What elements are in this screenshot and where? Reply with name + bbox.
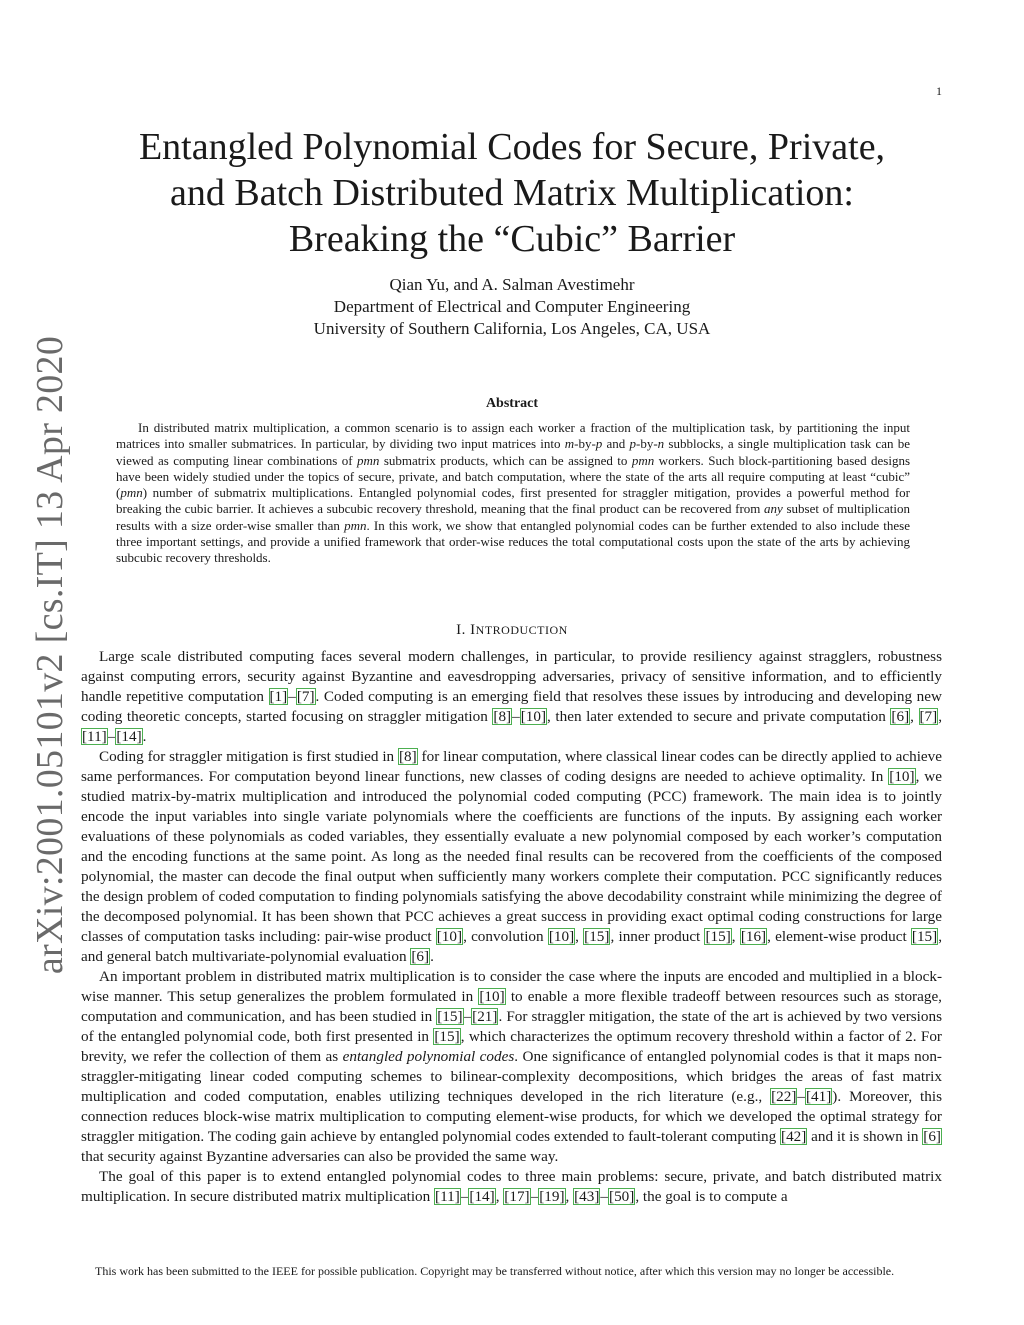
text-segment: – <box>512 708 520 725</box>
citation-link[interactable]: [42] <box>781 1128 807 1145</box>
text-segment: . <box>142 728 147 745</box>
citation-link[interactable]: [10] <box>889 768 915 785</box>
text-segment: – <box>797 1088 805 1105</box>
math-var: p <box>629 436 636 452</box>
text-segment: An important problem in distributed matrix multiplication is to consider the case where the inputs are encoded and multiplied in a block-wise manner. This setup generalizes the problem formulated in <box>81 968 942 1005</box>
text-segment: . Coded computing is an emerging field that resolves these issues by introducing and developing new coding theoretic concepts, started focusing on straggler mitigation <box>81 688 942 725</box>
citation-link[interactable]: [43] <box>574 1188 600 1205</box>
emphasis: any <box>764 501 783 517</box>
math-var: n <box>657 436 665 452</box>
text-segment: , convolution <box>463 928 548 945</box>
text-segment: , which characterizes the optimum recovery threshold within a factor of 2. For brevity, we refer the collection of them as <box>81 1028 942 1065</box>
section-numeral: I. I <box>456 622 476 638</box>
citation-link[interactable]: [41] <box>805 1088 832 1105</box>
math-var: pmn <box>357 452 380 468</box>
abstract-segment: -by- <box>636 436 658 452</box>
abstract-heading: Abstract <box>485 396 539 411</box>
text-segment: , then later extended to secure and private computation <box>547 708 891 725</box>
abstract-segment: subblocks, a single multiplication task can be viewed as computing linear combinations of <box>116 436 910 468</box>
author-names: Qian Yu, and A. Salman Avestimehr <box>389 275 635 294</box>
text-segment: ). Moreover, this connection reduces block-wise matrix multiplication to computing element-wise products, for which we developed the optimal strategy for straggler mitigation. The coding gain achieve by entangled polynomial codes extended to fault-tolerant computing <box>81 1088 942 1145</box>
text-segment: – <box>463 1008 472 1025</box>
paragraph <box>81 967 942 1167</box>
text-segment: , <box>565 1188 574 1205</box>
text-segment: for linear computation, where classical linear codes can be directly applied to achieve same performances. For computation beyond linear functions, new classes of coding designs are needed to achieve optimality. In <box>81 748 942 785</box>
emphasis: entangled polynomial codes <box>342 1048 515 1065</box>
text-segment: , inner product <box>610 928 705 945</box>
citation-link[interactable]: [50] <box>609 1188 635 1205</box>
affiliation-university: University of Southern California, Los Angeles, CA, USA <box>313 319 711 338</box>
citation-link[interactable]: [16] <box>740 928 767 945</box>
introduction-body <box>81 647 942 1207</box>
text-segment: . For straggler mitigation, the state of the art is achieved by two versions of the entangled polynomial code, both first presented in <box>81 1008 942 1045</box>
text-segment: and it is shown in <box>807 1128 923 1145</box>
text-segment: – <box>107 728 116 745</box>
text-segment: . One significance of entangled polynomial codes is that it maps non-straggler-mitigating linear coded computing schemes to bilinear-complexity decompositions, which bridges the areas of fast matrix multiplication and coded computation, enables utilizing techniques developed in the rich literature (e.g., <box>81 1048 942 1105</box>
citation-link[interactable]: [7] <box>296 688 315 705</box>
math-var: pmn <box>344 517 367 533</box>
citation-link[interactable]: [7] <box>919 708 938 725</box>
affiliation-department: Department of Electrical and Computer Engineering <box>333 297 691 316</box>
author-block <box>90 274 934 340</box>
text-segment: The goal of this paper is to extend entangled polynomial codes to three main problems: secure, private, and batch distributed matrix multiplication. In secure distributed matrix multiplication <box>81 1168 942 1205</box>
section-heading-introduction <box>90 622 934 639</box>
abstract-text <box>116 420 910 567</box>
page-number: 1 <box>936 84 942 98</box>
paragraph <box>81 1167 942 1207</box>
text-segment: – <box>530 1188 539 1205</box>
citation-link[interactable]: [15] <box>434 1028 460 1045</box>
title-line: Entangled Polynomial Codes for Secure, Private, <box>138 126 886 168</box>
citation-link[interactable]: [22] <box>771 1088 797 1105</box>
section-title-smallcaps: NTRODUCTION <box>475 623 568 637</box>
abstract-segment: submatrix products, which can be assigned to <box>379 452 632 468</box>
math-var: pmn <box>120 485 143 501</box>
title-line: and Batch Distributed Matrix Multiplication: <box>170 172 854 214</box>
paragraph <box>81 747 942 967</box>
abstract-segment: -by- <box>574 436 596 452</box>
citation-link[interactable]: [19] <box>539 1188 565 1205</box>
citation-link[interactable]: [10] <box>436 928 463 945</box>
abstract-segment: ) number of submatrix multiplications. Entangled polynomial codes, first presented for straggler mitigation, provides a powerful method for breaking the cubic barrier. It achieves a subcubic recovery threshold, meaning that the final product can be recovered from <box>116 485 910 517</box>
text-segment: Large scale distributed computing faces several modern challenges, in particular, to provide resiliency against stragglers, robustness against computing errors, security against Byzantine and eavesdropping adversaries, privacy of sensitive information, and to efficiently handle repetitive computation <box>81 648 942 705</box>
text-segment: , we studied matrix-by-matrix multiplication and introduced the polynomial coded computing (PCC) framework. The main idea is to jointly encode the input variables into single variate polynomials where the coefficients are functions of the inputs. By assigning each worker evaluations of these polynomials as coded variables, they essentially evaluate a new polynomial composed by each worker’s computation and the encoding functions at the same point. As long as the needed final results can be recovered from the coefficients of the composed polynomial, the master can decode the final output when sufficiently many workers complete their computation. PCC significantly reduces the design problem of coded computation to finding polynomials satisfying the above decodability constraint while minimizing the degree of the decomposed polynomial. It has been shown that PCC achieves a great success in providing exact optimal coding constructions for large classes of computation tasks including: pair-wise product <box>81 768 942 945</box>
citation-link[interactable]: [11] <box>435 1188 460 1205</box>
citation-link[interactable]: [11] <box>82 728 107 745</box>
title-line: Breaking the “Cubic” Barrier <box>288 218 736 260</box>
abstract-segment: workers. Such block-partitioning based designs have been widely studied under the topics of secure, private, and batch computation, where the state of the arts all require computing at least “cubic” ( <box>116 452 910 501</box>
text-segment: , element-wise product <box>767 928 911 945</box>
abstract-segment: In distributed matrix multiplication, a common scenario is to assign each worker a fraction of the multiplication task, by partitioning the input matrices into smaller submatrices. In particular, by dividing two input matrices into <box>116 420 910 452</box>
arxiv-identifier-stamp: arXiv:2001.05101v2 [cs.IT] 13 Apr 2020 <box>29 335 71 975</box>
text-segment: Coding for straggler mitigation is first studied in <box>99 748 398 765</box>
citation-link[interactable]: [8] <box>493 708 512 725</box>
citation-link[interactable]: [15] <box>437 1008 463 1025</box>
citation-link[interactable]: [10] <box>520 708 547 725</box>
abstract-segment: . In this work, we show that entangled polynomial codes can be further extended to also include these three important settings, and provide a unified framework that order-wise reduces the total computational costs upon the state of the arts by achieving subcubic recovery thresholds. <box>116 517 910 566</box>
abstract-segment: subset of multiplication results with a size order-wise smaller than <box>116 501 911 533</box>
abstract-segment: and <box>602 436 630 452</box>
text-segment: , <box>910 708 919 725</box>
paper-title <box>90 124 934 262</box>
citation-link[interactable]: [14] <box>116 728 142 745</box>
text-segment: – <box>460 1188 469 1205</box>
text-segment: , and general batch multivariate-polynomial evaluation <box>81 928 943 965</box>
citation-link[interactable]: [8] <box>399 748 417 765</box>
citation-link[interactable]: [6] <box>891 708 910 725</box>
text-segment: – <box>288 688 296 705</box>
citation-link[interactable]: [14] <box>469 1188 495 1205</box>
citation-link[interactable]: [1] <box>269 688 288 705</box>
text-segment: , the goal is to compute a <box>635 1188 788 1205</box>
text-segment: . <box>430 948 434 965</box>
citation-link[interactable]: [10] <box>548 928 575 945</box>
footnote: This work has been submitted to the IEEE for possible publication. Copyright may be transferred without notice, after which this version may no longer be accessible. <box>95 1264 895 1278</box>
text-segment: , <box>495 1188 504 1205</box>
paragraph <box>81 647 942 747</box>
text-segment: – <box>600 1188 609 1205</box>
citation-link[interactable]: [15] <box>911 928 938 945</box>
citation-link[interactable]: [15] <box>584 928 610 945</box>
citation-link[interactable]: [21] <box>472 1008 498 1025</box>
citation-link[interactable]: [10] <box>479 988 505 1005</box>
citation-link[interactable]: [17] <box>504 1188 530 1205</box>
text-segment: , <box>575 928 584 945</box>
math-var: m <box>564 436 575 452</box>
citation-link[interactable]: [6] <box>411 948 430 965</box>
citation-link[interactable]: [6] <box>923 1128 941 1145</box>
text-segment: , <box>731 928 740 945</box>
math-var: p <box>595 436 603 452</box>
text-segment: to enable a more flexible tradeoff between resources such as storage, computation and communication, and has been studied in <box>81 988 942 1025</box>
math-var: pmn <box>631 452 655 468</box>
text-segment: that security against Byzantine adversaries can also be provided the same way. <box>81 1148 559 1165</box>
text-segment: , <box>938 708 943 725</box>
citation-link[interactable]: [15] <box>705 928 731 945</box>
